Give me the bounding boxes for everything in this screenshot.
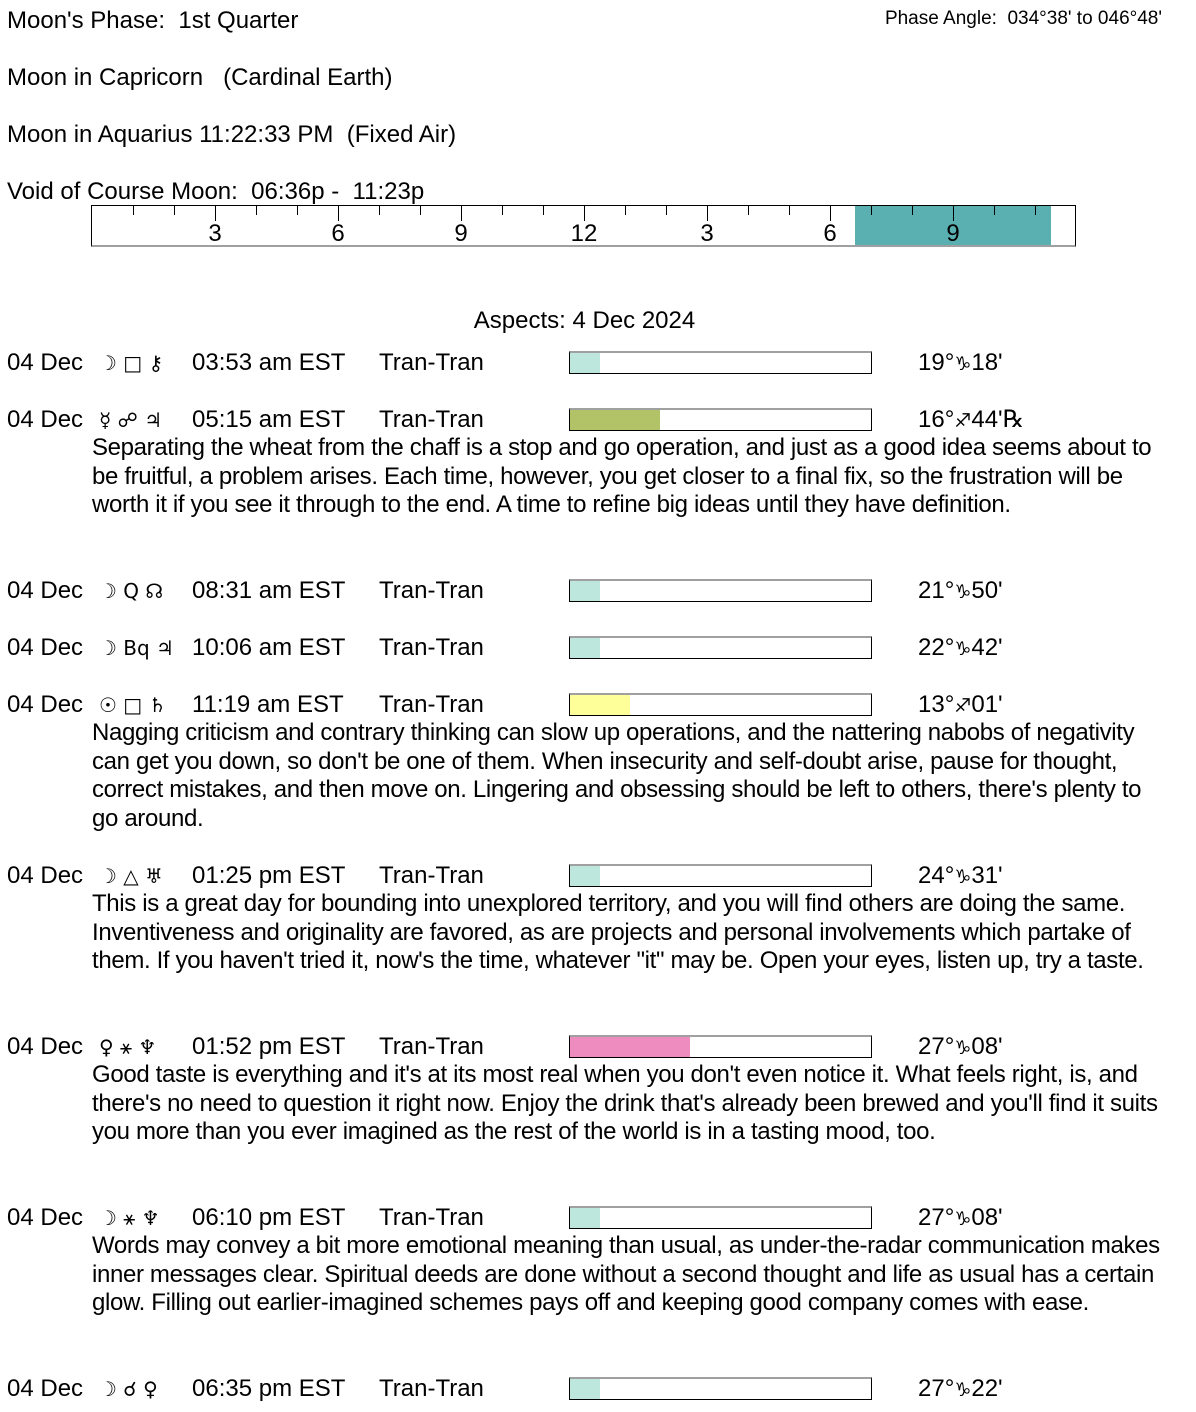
aspect-date: 04 Dec (7, 577, 84, 604)
aspect-date: 04 Dec (7, 691, 84, 718)
timeline-tick (420, 206, 421, 215)
aspect-date: 04 Dec (7, 862, 84, 889)
zodiac-sign-icon: ♐ (954, 695, 972, 717)
position-degrees: 27° (918, 1375, 955, 1402)
aspect-strength-bar (569, 864, 872, 887)
moon-ingress: Moon in Aquarius 11:22:33 PM (Fixed Air) (7, 121, 457, 148)
aspect-strength-bar (569, 693, 872, 716)
aspect-header (0, 862, 1196, 890)
aspect-date: 04 Dec (7, 1033, 84, 1060)
zodiac-sign-icon: ♐ (954, 410, 972, 432)
timeline-tick (133, 206, 134, 215)
timeline-tick (584, 206, 585, 221)
timeline-hour-label: 12 (570, 220, 598, 247)
aspect-strength-fill (570, 866, 600, 886)
aspect-date: 04 Dec (7, 1204, 84, 1231)
aspect-strength-fill (570, 410, 660, 430)
aspect-position (918, 634, 1003, 663)
aspect-strength-bar (569, 1377, 872, 1400)
position-degrees: 22° (918, 634, 955, 661)
timeline-tick (1035, 206, 1036, 215)
aspect-time: 01:52 pm EST (192, 1033, 346, 1060)
aspect-strength-bar (569, 351, 872, 374)
timeline-tick (338, 206, 339, 221)
aspect-entry (0, 691, 1196, 833)
timeline-tick (748, 206, 749, 215)
aspect-entry (0, 1375, 1196, 1403)
aspect-type: Tran-Tran (379, 406, 484, 433)
position-minutes: 31' (971, 862, 1003, 889)
aspect-position (918, 862, 1003, 891)
aspect-date: 04 Dec (7, 349, 84, 376)
aspect-strength-fill (570, 695, 630, 715)
timeline-hour-label: 6 (823, 220, 837, 247)
timeline-tick (830, 206, 831, 221)
timeline-tick (912, 206, 913, 215)
zodiac-sign-icon: ♑ (954, 581, 972, 603)
aspect-date: 04 Dec (7, 406, 84, 433)
position-minutes: 22' (971, 1375, 1003, 1402)
aspect-header (0, 634, 1196, 662)
aspect-description: This is a great day for bounding into unexplored territory, and you will find others are doing the same. Inventiveness and originality are favored, as are projects and personal involvements which partake of them. If you haven't tried it, now's the time, whatever "it" may be. Open your eyes, listen up, try a taste. (92, 890, 1144, 975)
aspect-entry (0, 1204, 1196, 1318)
aspect-type: Tran-Tran (379, 691, 484, 718)
void-of-course: Void of Course Moon: 06:36p - 11:23p (7, 178, 425, 205)
aspect-header (0, 1375, 1196, 1403)
aspect-strength-fill (570, 638, 600, 658)
timeline-tick (625, 206, 626, 215)
timeline-hour-label: 6 (331, 220, 345, 247)
position-degrees: 16° (918, 406, 955, 433)
zodiac-sign-icon: ♑ (954, 1379, 972, 1401)
position-minutes: 42' (971, 634, 1003, 661)
position-minutes: 44'℞ (971, 406, 1025, 433)
aspect-entry (0, 634, 1196, 662)
timeline-tick (174, 206, 175, 215)
aspect-strength-fill (570, 1379, 600, 1399)
position-degrees: 27° (918, 1204, 955, 1231)
aspect-entry (0, 349, 1196, 377)
aspect-position (918, 1204, 1003, 1233)
aspect-entry (0, 862, 1196, 976)
aspect-header (0, 1204, 1196, 1232)
timeline-tick (707, 206, 708, 221)
aspect-type: Tran-Tran (379, 1375, 484, 1402)
timeline-hour-label: 9 (454, 220, 468, 247)
position-minutes: 08' (971, 1204, 1003, 1231)
aspect-description: Nagging criticism and contrary thinking can slow up operations, and the nattering nabobs of negativity can get you down, so don't be one of them. When insecurity and self-doubt arise, pause for thought, correct mistakes, and then move on. Lingering and obsessing should be left to others, there's plenty to go around. (92, 719, 1142, 832)
aspect-time: 06:10 pm EST (192, 1204, 346, 1231)
zodiac-sign-icon: ♑ (954, 638, 972, 660)
timeline-tick (379, 206, 380, 215)
timeline-tick (215, 206, 216, 221)
timeline-tick (789, 206, 790, 215)
aspect-description: Separating the wheat from the chaff is a stop and go operation, and just as a good idea seems about to be fruitful, a problem arises. Each time, however, you get closer to a final fix, so the frustration will be worth it if you see it through to the end. A time to refine big ideas until they have definition. (92, 434, 1152, 519)
aspect-position (918, 577, 1003, 606)
aspect-type: Tran-Tran (379, 349, 484, 376)
aspect-entry (0, 1033, 1196, 1147)
aspect-glyphs-icon: ☽ ⚹ ♆ (99, 1206, 160, 1230)
aspect-glyphs-icon: ☽ □ ⚷ (99, 351, 164, 375)
aspect-position (918, 1033, 1003, 1062)
aspect-entry (0, 577, 1196, 605)
phase-angle: Phase Angle: 034°38' to 046°48' (884, 8, 1162, 29)
aspect-time: 03:53 am EST (192, 349, 346, 376)
timeline-tick (871, 206, 872, 215)
aspects-title: Aspects: 4 Dec 2024 (473, 307, 696, 334)
aspect-time: 06:35 pm EST (192, 1375, 346, 1402)
moon-phase: Moon's Phase: 1st Quarter (7, 7, 299, 34)
aspect-time: 08:31 am EST (192, 577, 346, 604)
aspect-type: Tran-Tran (379, 862, 484, 889)
zodiac-sign-icon: ♑ (954, 1208, 972, 1230)
timeline-hour-label: 3 (208, 220, 222, 247)
position-degrees: 24° (918, 862, 955, 889)
aspect-strength-fill (570, 581, 600, 601)
timeline-tick (543, 206, 544, 215)
timeline-tick (256, 206, 257, 215)
timeline-tick (461, 206, 462, 221)
aspect-glyphs-icon: ☉ □ ♄ (99, 693, 167, 717)
aspect-header (0, 349, 1196, 377)
aspect-glyphs-icon: ♀ ⚹ ♆ (99, 1035, 157, 1059)
aspect-header (0, 1033, 1196, 1061)
position-minutes: 50' (971, 577, 1003, 604)
timeline-tick (953, 206, 954, 221)
timeline-hour-label: 3 (700, 220, 714, 247)
aspect-position (918, 406, 1024, 435)
aspect-strength-bar (569, 579, 872, 602)
aspect-type: Tran-Tran (379, 577, 484, 604)
aspect-glyphs-icon: ☽ ☌ ♀ (99, 1377, 158, 1401)
zodiac-sign-icon: ♑ (954, 1037, 972, 1059)
position-degrees: 21° (918, 577, 955, 604)
aspect-entry (0, 406, 1196, 520)
timeline-tick (666, 206, 667, 215)
zodiac-sign-icon: ♑ (954, 353, 972, 375)
timeline-hour-label: 9 (946, 220, 960, 247)
aspect-strength-bar (569, 1206, 872, 1229)
aspect-time: 10:06 am EST (192, 634, 346, 661)
aspect-glyphs-icon: ☽ Q ☊ (99, 579, 164, 603)
aspect-glyphs-icon: ☿ ☍ ♃ (99, 408, 163, 432)
aspect-date: 04 Dec (7, 1375, 84, 1402)
aspect-strength-fill (570, 1037, 690, 1057)
void-of-course-timeline (91, 205, 1076, 247)
zodiac-sign-icon: ♑ (954, 866, 972, 888)
aspect-time: 11:19 am EST (192, 691, 344, 718)
aspect-time: 01:25 pm EST (192, 862, 346, 889)
position-minutes: 18' (971, 349, 1003, 376)
aspect-type: Tran-Tran (379, 634, 484, 661)
aspect-strength-fill (570, 1208, 600, 1228)
aspect-glyphs-icon: ☽ Bq ♃ (99, 636, 174, 660)
moon-sign: Moon in Capricorn (Cardinal Earth) (7, 64, 393, 91)
position-degrees: 19° (918, 349, 955, 376)
position-degrees: 13° (918, 691, 955, 718)
timeline-tick (297, 206, 298, 215)
aspect-strength-bar (569, 1035, 872, 1058)
aspect-glyphs-icon: ☽ △ ♅ (99, 864, 163, 888)
aspect-type: Tran-Tran (379, 1033, 484, 1060)
aspect-position (918, 349, 1003, 378)
position-minutes: 01' (971, 691, 1003, 718)
timeline-tick (994, 206, 995, 215)
aspect-header (0, 691, 1196, 719)
aspect-description: Good taste is everything and it's at its most real when you don't even notice it. What feels right, is, and there's no need to question it right now. Enjoy the drink that's already been brewed and you'll find it suits you more than you ever imagined as the rest of the world is in a tasting mood, too. (92, 1061, 1158, 1146)
aspect-type: Tran-Tran (379, 1204, 484, 1231)
aspect-header (0, 577, 1196, 605)
position-degrees: 27° (918, 1033, 955, 1060)
aspect-time: 05:15 am EST (192, 406, 346, 433)
aspect-date: 04 Dec (7, 634, 84, 661)
aspect-position (918, 691, 1003, 720)
aspect-strength-fill (570, 353, 600, 373)
aspect-description: Words may convey a bit more emotional meaning than usual, as under-the-radar communication makes inner messages clear. Spiritual deeds are done without a second thought and life as usual has a certain glow. Filling out earlier-imagined schemes pays off and keeping good company comes with ease. (92, 1232, 1160, 1317)
aspect-strength-bar (569, 636, 872, 659)
aspect-strength-bar (569, 408, 872, 431)
aspect-position (918, 1375, 1003, 1404)
aspect-header (0, 406, 1196, 434)
timeline-tick (502, 206, 503, 215)
position-minutes: 08' (971, 1033, 1003, 1060)
